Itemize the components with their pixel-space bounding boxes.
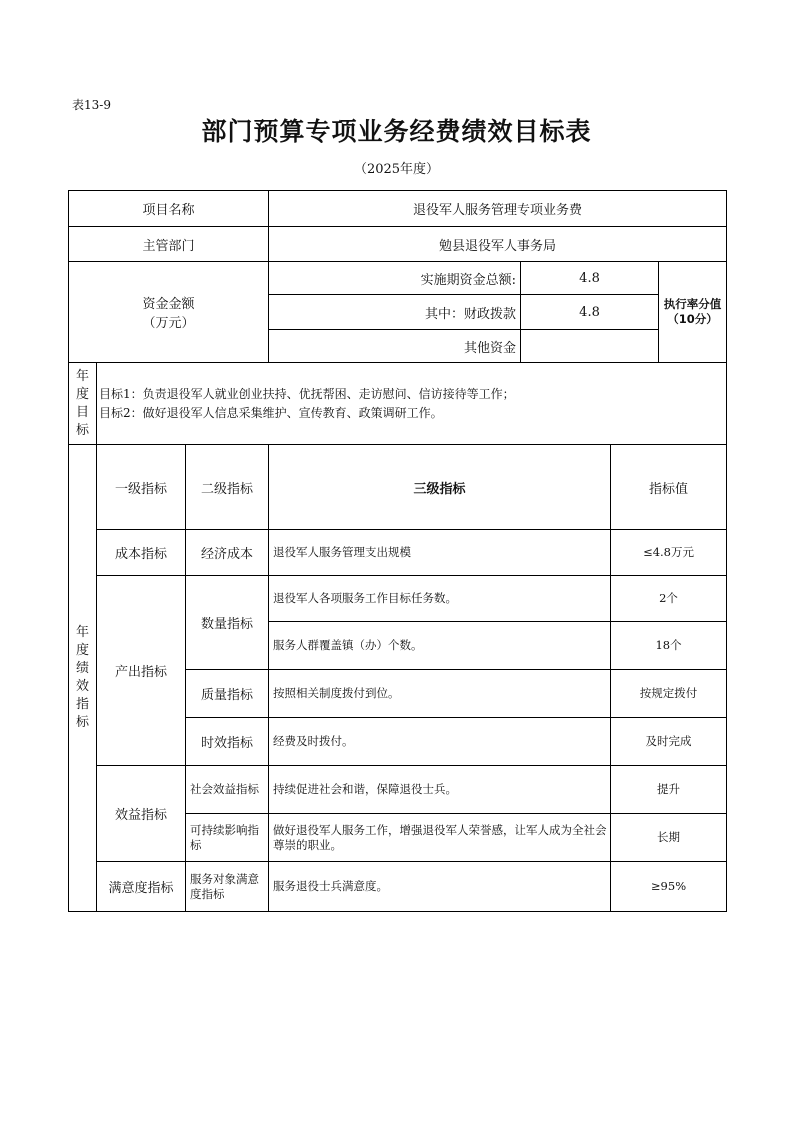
fiscal-year: （2025年度） (353, 162, 440, 177)
level3-cell: 服务退役士兵满意度。 (269, 862, 611, 912)
level2-cell: 时效指标 (186, 718, 269, 766)
target-cell: 及时完成 (611, 718, 727, 766)
level2-cell: 经济成本 (186, 530, 269, 576)
target-cell: 2个 (611, 576, 727, 622)
project-name-value: 退役军人服务管理专项业务费 (269, 191, 727, 227)
page-title: 部门预算专项业务经费绩效目标表 (201, 117, 592, 146)
level1-cell: 成本指标 (97, 530, 186, 576)
funds-label (69, 262, 269, 363)
section-label-char: 度 (75, 643, 89, 658)
project-name-label: 项目名称 (69, 191, 269, 227)
level2-cell: 质量指标 (186, 670, 269, 718)
department-label: 主管部门 (69, 227, 269, 262)
table-row (69, 576, 727, 622)
exec-rate-score: （10分） (667, 312, 718, 326)
level2-cell: 社会效益指标 (186, 766, 269, 814)
department-value: 勉县退役军人事务局 (269, 227, 727, 262)
section-label-char: 绩 (75, 661, 89, 676)
section-label-char: 指 (75, 697, 89, 712)
level3-cell: 做好退役军人服务工作，增强退役军人荣誉感，让军人成为全社会尊崇的职业。 (269, 814, 611, 862)
level3-cell: 退役军人各项服务工作目标任务数。 (269, 576, 611, 622)
total-funds-value: 4.8 (521, 262, 659, 295)
level1-cell: 满意度指标 (97, 862, 186, 912)
section-label-char: 年 (75, 625, 89, 640)
goal-2: 目标2：做好退役军人信息采集维护、宣传教育、政策调研工作。 (99, 405, 443, 420)
annual-goals-content (97, 363, 727, 445)
header-level2: 二级指标 (186, 445, 269, 530)
table-row (69, 862, 727, 912)
table-code: 表13-9 (72, 98, 111, 112)
goal-label-char: 年 (75, 368, 89, 384)
section-label-char: 效 (75, 679, 89, 694)
total-funds-label: 实施期资金总额: (269, 262, 521, 295)
fiscal-funds-value: 4.8 (521, 295, 659, 330)
funds-label-line1: 资金金额 (142, 297, 195, 312)
indicators-section-label (69, 445, 97, 912)
target-cell: ≤4.8万元 (611, 530, 727, 576)
header-level1: 一级指标 (97, 445, 186, 530)
other-funds-label: 其他资金 (269, 330, 521, 363)
other-funds-value (521, 330, 659, 363)
level3-cell: 服务人群覆盖镇（办）个数。 (269, 622, 611, 670)
level3-cell: 经费及时拨付。 (269, 718, 611, 766)
funds-label-line2: （万元） (142, 316, 195, 331)
fiscal-funds-label: 其中：财政拨款 (269, 295, 521, 330)
level3-cell: 持续促进社会和谐，保障退役士兵。 (269, 766, 611, 814)
level1-cell: 产出指标 (97, 576, 186, 766)
performance-table (68, 190, 727, 912)
target-cell: 长期 (611, 814, 727, 862)
level2-cell: 服务对象满意度指标 (186, 862, 269, 912)
level3-cell: 按照相关制度拨付到位。 (269, 670, 611, 718)
level2-cell: 数量指标 (186, 576, 269, 670)
exec-rate-cell (659, 262, 727, 363)
level3-cell: 退役军人服务管理支出规模 (269, 530, 611, 576)
target-cell: 按规定拨付 (611, 670, 727, 718)
target-cell: 提升 (611, 766, 727, 814)
annual-goals-label (69, 363, 97, 445)
header-target: 指标值 (611, 445, 727, 530)
header-level3: 三级指标 (269, 445, 611, 530)
target-cell: 18个 (611, 622, 727, 670)
table-row (69, 530, 727, 576)
level1-cell: 效益指标 (97, 766, 186, 862)
exec-rate-label: 执行率分值 (663, 297, 722, 311)
goal-label-char: 度 (75, 386, 89, 402)
level2-cell: 可持续影响指标 (186, 814, 269, 862)
target-cell: ≥95% (611, 862, 727, 912)
table-row (69, 766, 727, 814)
goal-label-char: 标 (75, 422, 89, 438)
section-label-char: 标 (75, 715, 89, 730)
goal-1: 目标1：负责退役军人就业创业扶持、优抚帮困、走访慰问、信访接待等工作； (99, 386, 515, 401)
goal-label-char: 目 (75, 404, 89, 420)
